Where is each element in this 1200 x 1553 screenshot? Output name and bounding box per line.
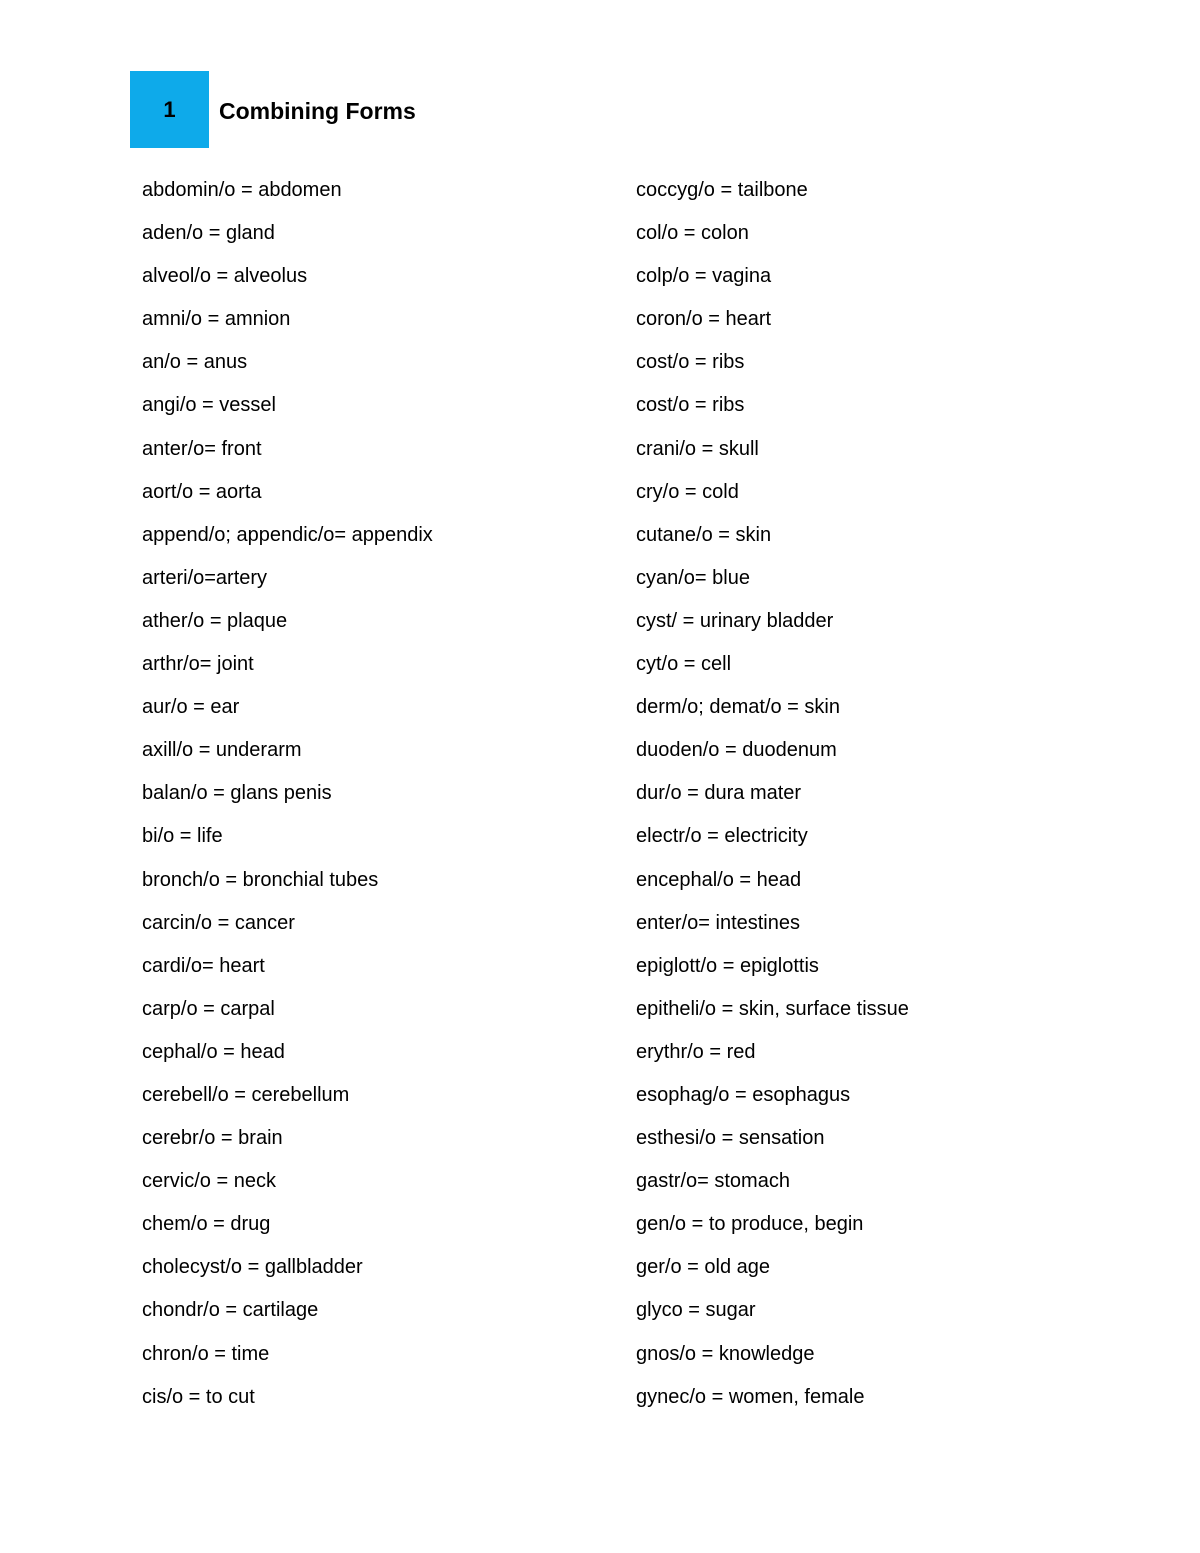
term-item: coron/o = heart [636, 308, 772, 331]
chapter-number-badge [130, 71, 209, 148]
term-item: epiglott/o = epiglottis [636, 954, 819, 977]
term-item: chem/o = drug [142, 1213, 271, 1236]
term-item: cervic/o = neck [142, 1170, 276, 1193]
term-item: gastr/o= stomach [636, 1170, 790, 1193]
term-item: axill/o = underarm [142, 739, 302, 762]
term-item: bronch/o = bronchial tubes [142, 868, 379, 891]
term-item: electr/o = electricity [636, 825, 808, 848]
term-item: esthesi/o = sensation [636, 1127, 825, 1150]
term-item: carp/o = carpal [142, 997, 275, 1020]
term-item: cholecyst/o = gallbladder [142, 1256, 363, 1279]
term-item: col/o = colon [636, 222, 749, 245]
term-item: aden/o = gland [142, 222, 275, 245]
term-item: enter/o= intestines [636, 911, 800, 934]
term-item: aur/o = ear [142, 696, 240, 719]
term-item: carcin/o = cancer [142, 911, 295, 934]
term-item: alveol/o = alveolus [142, 265, 308, 288]
term-item: ger/o = old age [636, 1256, 770, 1279]
term-item: glyco = sugar [636, 1299, 756, 1322]
term-item: dur/o = dura mater [636, 782, 802, 805]
chapter-number: 1 [163, 96, 176, 122]
term-item: arthr/o= joint [142, 653, 254, 676]
term-item: encephal/o = head [636, 868, 802, 891]
term-item: cry/o = cold [636, 480, 739, 503]
term-item: cyt/o = cell [636, 653, 732, 676]
right-term-column [636, 174, 909, 1424]
term-item: cerebell/o = cerebellum [142, 1083, 350, 1106]
term-item: cephal/o = head [142, 1040, 285, 1063]
term-item: gynec/o = women, female [636, 1385, 865, 1408]
term-item: gnos/o = knowledge [636, 1342, 815, 1365]
term-item: epitheli/o = skin, surface tissue [636, 997, 909, 1020]
term-item: chondr/o = cartilage [142, 1299, 319, 1322]
term-item: arteri/o=artery [142, 566, 268, 589]
term-item: crani/o = skull [636, 437, 759, 460]
term-item: abdomin/o = abdomen [142, 179, 342, 201]
term-item: an/o = anus [142, 351, 248, 374]
term-item: ather/o = plaque [142, 609, 288, 632]
term-item: cost/o = ribs [636, 394, 745, 417]
term-item: amni/o = amnion [142, 308, 291, 331]
term-item: cerebr/o = brain [142, 1127, 283, 1150]
term-item: cyst/ = urinary bladder [636, 609, 834, 632]
term-item: chron/o = time [142, 1342, 270, 1365]
term-item: bi/o = life [142, 825, 223, 848]
term-item: append/o; appendic/o= appendix [142, 523, 433, 546]
term-item: angi/o = vessel [142, 394, 276, 417]
term-item: cost/o = ribs [636, 351, 745, 374]
term-item: coccyg/o = tailbone [636, 179, 808, 201]
chapter-title: Combining Forms [219, 98, 416, 124]
term-item: cardi/o= heart [142, 954, 265, 977]
term-item: anter/o= front [142, 437, 262, 460]
term-item: cutane/o = skin [636, 523, 772, 546]
term-item: esophag/o = esophagus [636, 1083, 851, 1106]
term-item: cis/o = to cut [142, 1385, 255, 1408]
term-item: duoden/o = duodenum [636, 739, 837, 762]
term-item: derm/o; demat/o = skin [636, 696, 840, 719]
term-item: balan/o = glans penis [142, 782, 332, 805]
term-item: erythr/o = red [636, 1040, 756, 1063]
term-item: cyan/o= blue [636, 566, 750, 589]
term-item: gen/o = to produce, begin [636, 1213, 864, 1236]
term-item: colp/o = vagina [636, 265, 772, 288]
term-item: aort/o = aorta [142, 480, 262, 503]
left-term-column [142, 174, 433, 1424]
